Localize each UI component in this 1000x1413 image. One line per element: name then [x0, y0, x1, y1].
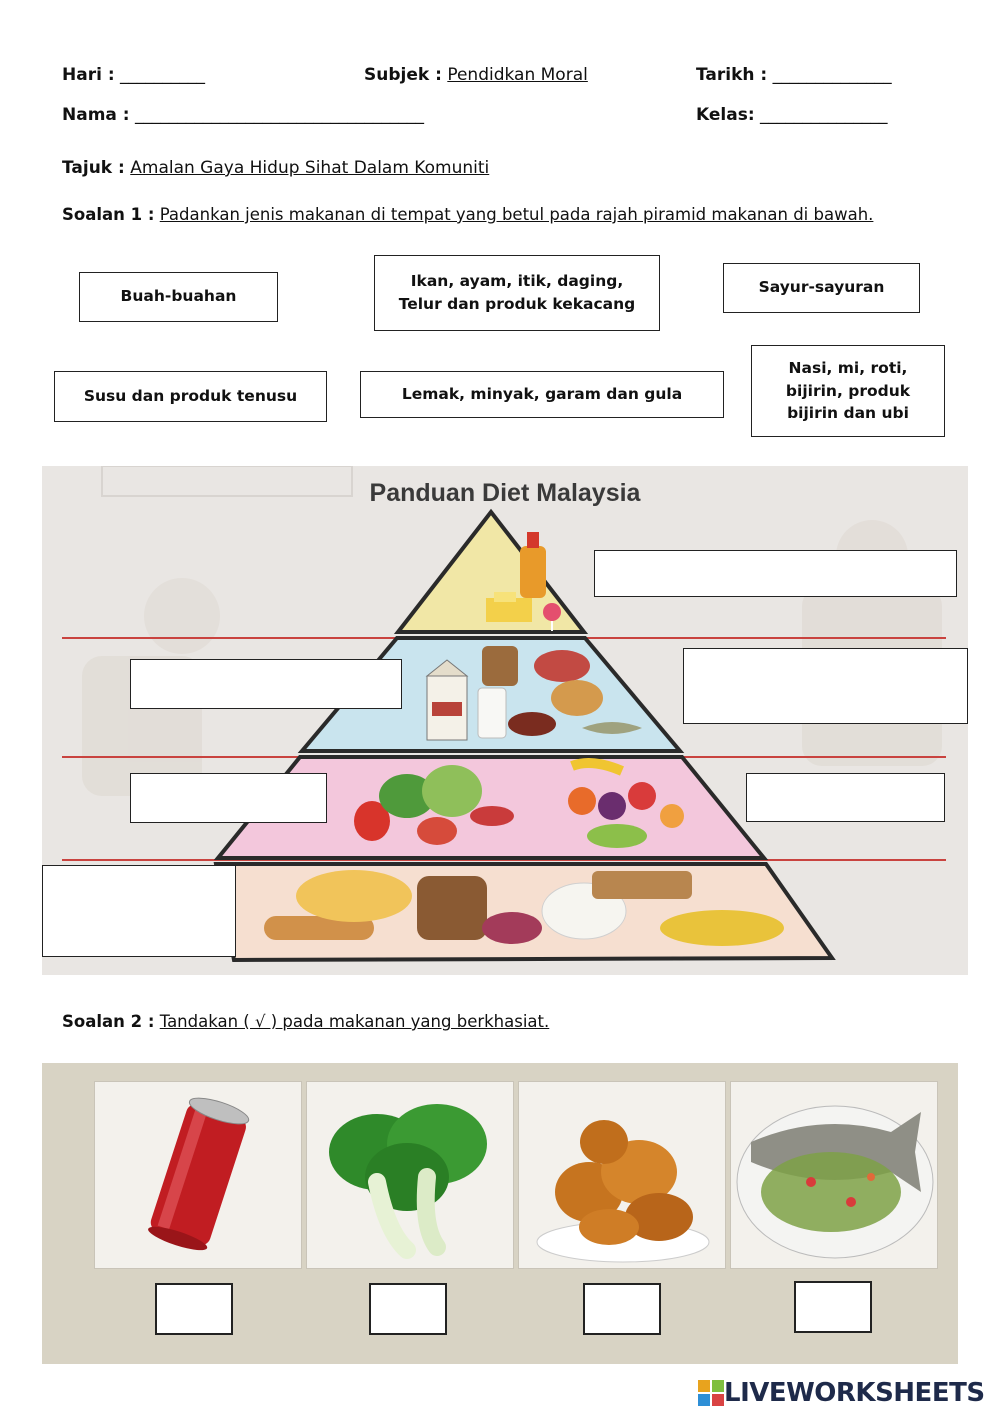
option-label: Buah-buahan: [120, 287, 237, 306]
tarikh-field: [696, 65, 892, 85]
drop-target-fats[interactable]: [594, 550, 957, 597]
option-label-line2: bijirin, produk: [785, 381, 911, 400]
food-card-fried-chicken: [518, 1081, 726, 1269]
food-pyramid-panel: [42, 466, 968, 975]
soalan1-text: Padankan jenis makanan di tempat yang betul pada rajah piramid makanan di bawah.: [159, 205, 874, 224]
subjek-value: Pendidkan Moral: [447, 65, 588, 85]
option-ikan-ayam[interactable]: [374, 255, 660, 331]
subjek-label: Subjek :: [364, 65, 442, 85]
hari-blank: __________: [120, 65, 206, 85]
tarikh-blank: ______________: [772, 65, 892, 85]
drop-target-fruits[interactable]: [746, 773, 945, 822]
option-label-line1: Nasi, mi, roti,: [788, 359, 908, 378]
hari-label: Hari :: [62, 65, 115, 85]
option-label-line1: Ikan, ayam, itik, daging,: [410, 271, 624, 290]
soalan2-label: Soalan 2 :: [62, 1012, 155, 1031]
option-buah-buahan[interactable]: [79, 272, 278, 322]
liveworksheets-logo-text: LIVEWORKSHEETS: [724, 1378, 985, 1408]
soalan1-question: [62, 205, 873, 224]
kelas-blank: _______________: [760, 105, 888, 125]
soalan2-question: [62, 1012, 549, 1031]
liveworksheets-logo: [698, 1378, 985, 1408]
option-label-line3: bijirin dan ubi: [787, 404, 909, 423]
option-label: Lemak, minyak, garam dan gula: [401, 384, 683, 403]
tajuk-field: [62, 158, 489, 178]
food-card-bok-choy: [306, 1081, 514, 1269]
soalan1-label: Soalan 1 :: [62, 205, 155, 224]
food-choice-panel: [42, 1063, 958, 1364]
tick-box-soda[interactable]: [155, 1283, 233, 1335]
tarikh-label: Tarikh :: [696, 65, 768, 85]
kelas-label: Kelas:: [696, 105, 755, 125]
option-label-line2: Telur dan produk kekacang: [398, 295, 636, 313]
option-susu-tenusu[interactable]: [54, 371, 327, 422]
liveworksheets-logo-icon: [698, 1380, 724, 1406]
option-label: Susu dan produk tenusu: [83, 386, 298, 405]
pyramid-title: Panduan Diet Malaysia: [369, 479, 641, 507]
tick-box-steamed-fish[interactable]: [794, 1281, 872, 1333]
bok-choy-icon: [307, 1082, 515, 1270]
drop-target-vegetables[interactable]: [130, 773, 327, 823]
fried-chicken-icon: [519, 1082, 727, 1270]
option-label: Sayur-sayuran: [758, 278, 885, 297]
tick-box-bok-choy[interactable]: [369, 1283, 447, 1335]
soalan2-text: Tandakan ( √ ) pada makanan yang berkhasiat.: [159, 1012, 550, 1031]
drop-target-protein[interactable]: [683, 648, 968, 724]
nama-field: [62, 105, 424, 125]
tajuk-label: Tajuk :: [62, 158, 125, 178]
nama-label: Nama :: [62, 105, 130, 125]
nama-blank: __________________________________: [135, 105, 425, 125]
soda-can-icon: [95, 1082, 303, 1270]
option-lemak-minyak[interactable]: [360, 371, 724, 418]
drop-target-dairy[interactable]: [130, 659, 402, 709]
option-nasi-mi-roti[interactable]: [751, 345, 945, 437]
hari-field: [62, 65, 205, 85]
kelas-field: [696, 105, 888, 125]
steamed-fish-icon: [731, 1082, 939, 1270]
drop-target-grains[interactable]: [42, 865, 236, 957]
food-card-soda: [94, 1081, 302, 1269]
option-sayur-sayuran[interactable]: [723, 263, 920, 313]
tick-box-fried-chicken[interactable]: [583, 1283, 661, 1335]
tajuk-value: Amalan Gaya Hidup Sihat Dalam Komuniti: [130, 158, 490, 178]
food-card-steamed-fish: [730, 1081, 938, 1269]
subjek-field: [364, 65, 588, 85]
